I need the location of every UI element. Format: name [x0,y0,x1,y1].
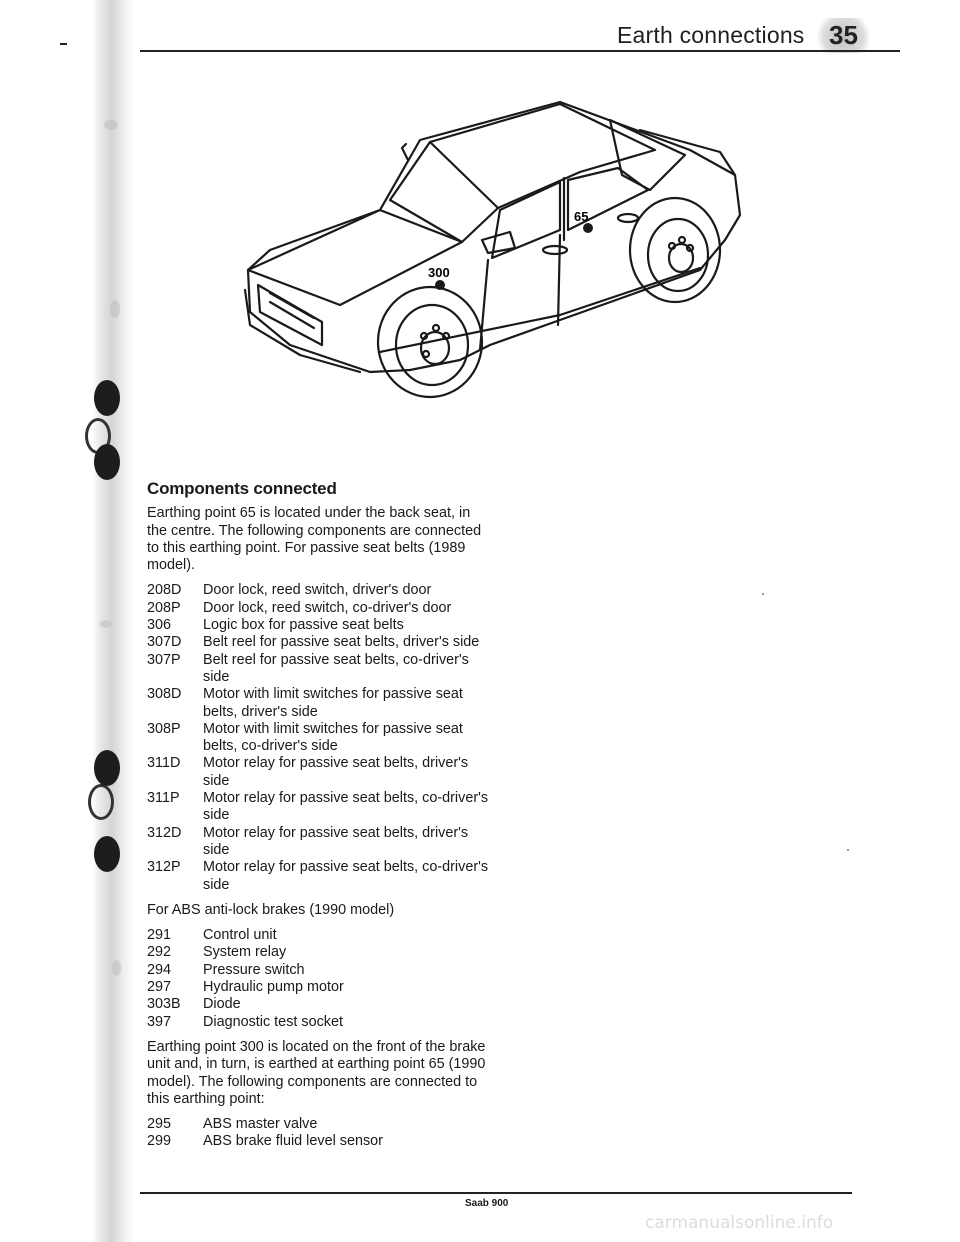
component-desc: Motor with limit switches for passive seat belts, driver's side [203,686,463,720]
component-desc: System relay [203,944,287,961]
component-desc: Logic box for passive seat belts [203,617,404,634]
component-code: 311D [147,755,181,772]
component-code: 208P [147,599,181,616]
top-rule [140,50,900,52]
door-line [558,235,560,325]
binding-shadow [0,0,135,1242]
component-desc: Door lock, reed switch, driver's door [203,582,432,599]
watermark: carmanualsonline.info [645,1213,834,1233]
rear-wheel-arch [630,198,720,302]
component-desc: Control unit [203,927,277,944]
footer-label: Saab 900 [465,1198,509,1209]
component-code: 297 [147,979,172,996]
punch-hole [94,836,120,872]
component-code: 303B [147,996,181,1013]
door-handle [543,246,567,254]
component-desc: ABS brake fluid level sensor [203,1133,383,1150]
list-item [147,1133,492,1150]
scan-dot [847,849,849,851]
punch-hole [94,380,120,416]
list-item [147,755,492,790]
punch-hole [94,750,120,786]
scan-speck [112,960,121,976]
text-column [147,480,492,1159]
list-item [147,979,492,996]
page-title: Earth connections [617,22,805,48]
component-list-seatbelts [147,582,492,893]
component-desc: Belt reel for passive seat belts, co-driver's side [203,651,469,685]
component-code: 307P [147,651,181,668]
component-desc: Motor relay for passive seat belts, co-driver's side [203,859,489,893]
margin-mark [60,43,67,45]
list-item [147,1014,492,1031]
scan-speck [104,120,118,130]
component-code: 312P [147,859,181,876]
component-code: 306 [147,617,172,634]
list-item [147,825,492,860]
intro-paragraph: Earthing point 65 is located under the back seat, in the centre. The following components are connected to this earthing point. For passive seat belts (1989 model). [147,505,482,574]
component-code: 299 [147,1133,172,1150]
list-item [147,790,492,825]
bottom-rule [140,1192,852,1194]
list-item [147,600,492,617]
component-desc: Motor with limit switches for passive seat belts, co-driver's side [203,720,463,755]
component-list-earth-300 [147,1116,492,1151]
outro-paragraph: Earthing point 300 is located on the front of the brake unit and, in turn, is earthed at earthing point 65 (1990 model). The following components are connected to this earthing point: [147,1038,486,1107]
rear-window [610,120,685,190]
list-item [147,996,492,1013]
scan-dot [762,593,764,595]
component-code: 311P [147,790,180,807]
section-heading: Components connected [147,479,337,498]
list-item [147,1116,492,1133]
punch-hole-ring [88,784,114,820]
page-number: 35 [813,18,874,53]
list-item [147,944,492,961]
earth-point-65-marker [583,223,593,233]
list-item [147,859,492,894]
list-item [147,686,492,721]
earth-point-300-marker [435,280,445,290]
component-desc: Diode [203,996,241,1013]
component-code: 307D [147,634,182,651]
component-code: 312D [147,824,182,841]
component-code: 397 [147,1013,172,1030]
callout-300: 300 [428,265,450,280]
front-wheel [396,305,468,385]
door-mirror [482,232,515,253]
list-item [147,617,492,634]
component-code: 208D [147,582,182,599]
scan-speck [110,300,120,318]
door-handle [618,214,638,222]
front-bumper [245,290,360,372]
abs-intro: For ABS anti-lock brakes (1990 model) [147,901,395,918]
component-code: 294 [147,961,172,978]
list-item [147,927,492,944]
list-item [147,652,492,687]
scan-speck [100,620,112,628]
rear-wheel [648,219,708,291]
component-desc: Door lock, reed switch, co-driver's door [203,599,452,616]
sill-line [380,268,700,352]
component-desc: Diagnostic test socket [203,1013,343,1030]
list-item [147,962,492,979]
component-desc: Motor relay for passive seat belts, driver's side [203,755,469,789]
component-desc: Motor relay for passive seat belts, co-driver's side [203,790,489,824]
component-desc: Motor relay for passive seat belts, driver's side [203,824,469,858]
list-item [147,634,492,651]
component-code: 308D [147,686,182,703]
list-item [147,582,492,599]
component-code: 292 [147,944,172,961]
component-code: 291 [147,927,172,944]
roof-line [430,104,655,208]
component-code: 308P [147,720,181,737]
car-illustration [230,90,755,410]
list-item [147,721,492,756]
punch-hole [94,444,120,480]
component-desc: Belt reel for passive seat belts, driver's side [203,634,480,651]
component-list-abs [147,927,492,1031]
component-desc: Pressure switch [203,961,305,978]
component-desc: ABS master valve [203,1116,318,1133]
component-desc: Hydraulic pump motor [203,979,344,996]
callout-65: 65 [574,209,589,224]
component-code: 295 [147,1116,172,1133]
